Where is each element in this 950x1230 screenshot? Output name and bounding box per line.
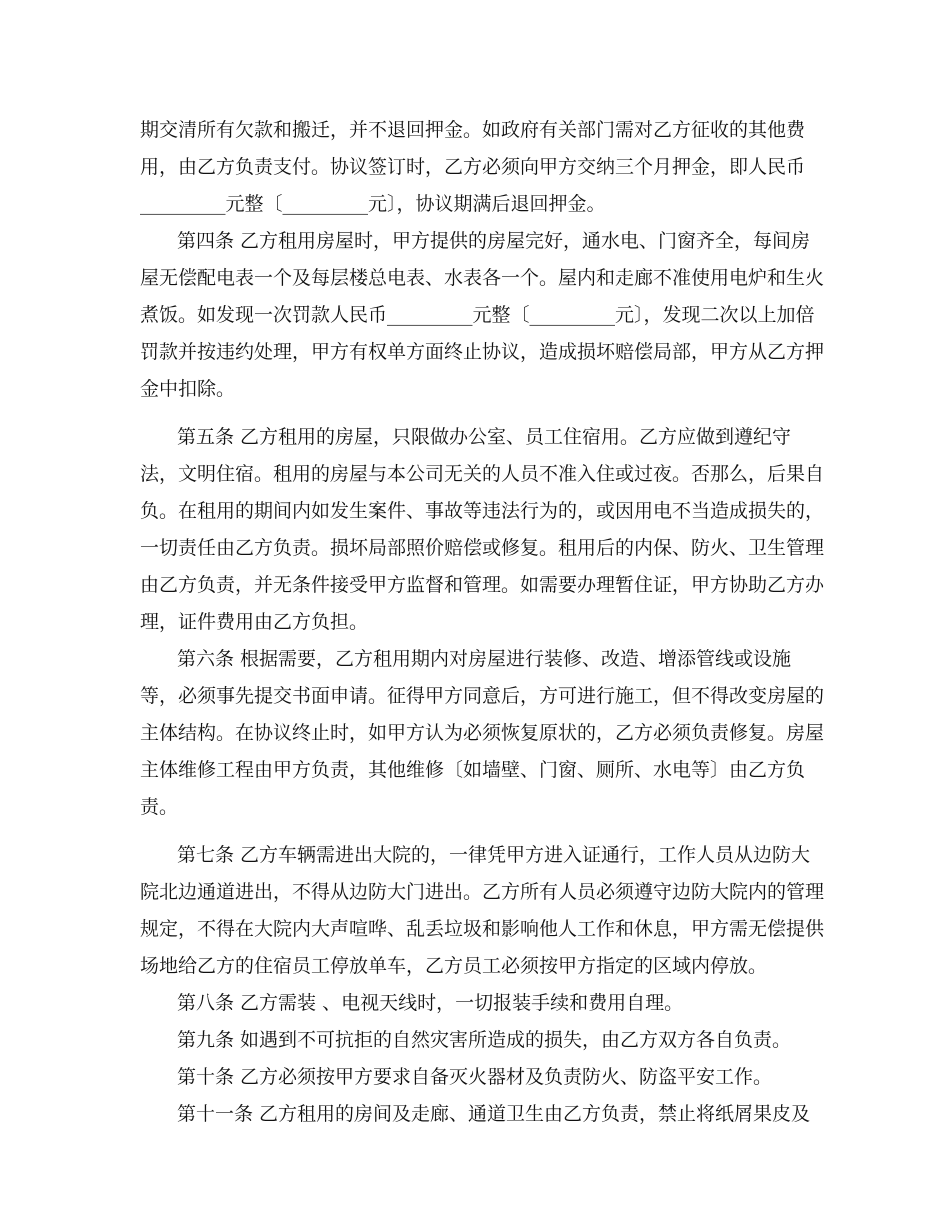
text-line: 罚款并按违约处理，甲方有权单方面终止协议，造成损坏赔偿局部，甲方从乙方押 bbox=[140, 341, 825, 363]
text-line: 用，由乙方负责支付。协议签订时，乙方必须向甲方交纳三个月押金，即人民币 bbox=[140, 156, 806, 178]
clause-6-start: 第六条 根据需要，乙方租用期内对房屋进行装修、改造、增添管线或设施 bbox=[177, 648, 792, 670]
clause-4-start: 第四条 乙方租用房屋时，甲方提供的房屋完好，通水电、门窗齐全，每间房 bbox=[177, 230, 811, 252]
clause-10: 第十条 乙方必须按甲方要求自备灭火器材及负责防火、防盗平安工作。 bbox=[177, 1066, 773, 1088]
text-line: 屋无偿配电表一个及每层楼总电表、水表各一个。屋内和走廊不准使用电炉和生火 bbox=[140, 267, 825, 289]
clause-9: 第九条 如遇到不可抗拒的自然灾害所造成的损失，由乙方双方各自负责。 bbox=[177, 1029, 792, 1051]
clause-5-start: 第五条 乙方租用的房屋，只限做办公室、员工住宿用。乙方应做到遵纪守 bbox=[177, 426, 792, 448]
text-line: 规定，不得在大院内大声喧哗、乱丢垃圾和影响他人工作和休息，甲方需无偿提供 bbox=[140, 918, 825, 940]
text-line: 金中扣除。 bbox=[140, 378, 236, 400]
text-line: 理，证件费用由乙方负担。 bbox=[140, 611, 369, 633]
text-line: 负。在租用的期间内如发生案件、事故等违法行为的，或因用电不当造成损失的， bbox=[140, 500, 825, 522]
clause-8: 第八条 乙方需装 、电视天线时，一切报装手续和费用自理。 bbox=[177, 992, 684, 1014]
text-line: 院北边通道进出，不得从边防大门进出。乙方所有人员必须遵守边防大院内的管理 bbox=[140, 881, 825, 903]
text-line: 责。 bbox=[140, 796, 179, 818]
text-line: _________元整〔_________元〕，协议期满后退回押金。 bbox=[140, 193, 606, 215]
text-line: 一切责任由乙方负责。损坏局部照价赔偿或修复。租用后的内保、防火、卫生管理 bbox=[140, 537, 825, 559]
text-line: 煮饭。如发现一次罚款人民币_________元整〔_________元〕，发现二次以上加倍 bbox=[140, 304, 815, 326]
text-line: 期交清所有欠款和搬迁，并不退回押金。如政府有关部门需对乙方征收的其他费 bbox=[140, 119, 806, 141]
clause-11-start: 第十一条 乙方租用的房间及走廊、通道卫生由乙方负责，禁止将纸屑果皮及 bbox=[177, 1103, 811, 1125]
clause-7-start: 第七条 乙方车辆需进出大院的，一律凭甲方进入证通行，工作人员从边防大 bbox=[177, 844, 811, 866]
text-line: 主体结构。在协议终止时，如甲方认为必须恢复原状的，乙方必须负责修复。房屋 bbox=[140, 722, 825, 744]
text-line: 等，必须事先提交书面申请。征得甲方同意后，方可进行施工，但不得改变房屋的 bbox=[140, 685, 825, 707]
text-line: 法，文明住宿。租用的房屋与本公司无关的人员不准入住或过夜。否那么，后果自 bbox=[140, 463, 825, 485]
text-line: 主体维修工程由甲方负责，其他维修〔如墙壁、门窗、厕所、水电等〕由乙方负 bbox=[140, 759, 806, 781]
text-line: 由乙方负责，并无条件接受甲方监督和管理。如需要办理暂住证，甲方协助乙方办 bbox=[140, 574, 825, 596]
text-line: 场地给乙方的住宿员工停放单车，乙方员工必须按甲方指定的区域内停放。 bbox=[140, 955, 768, 977]
